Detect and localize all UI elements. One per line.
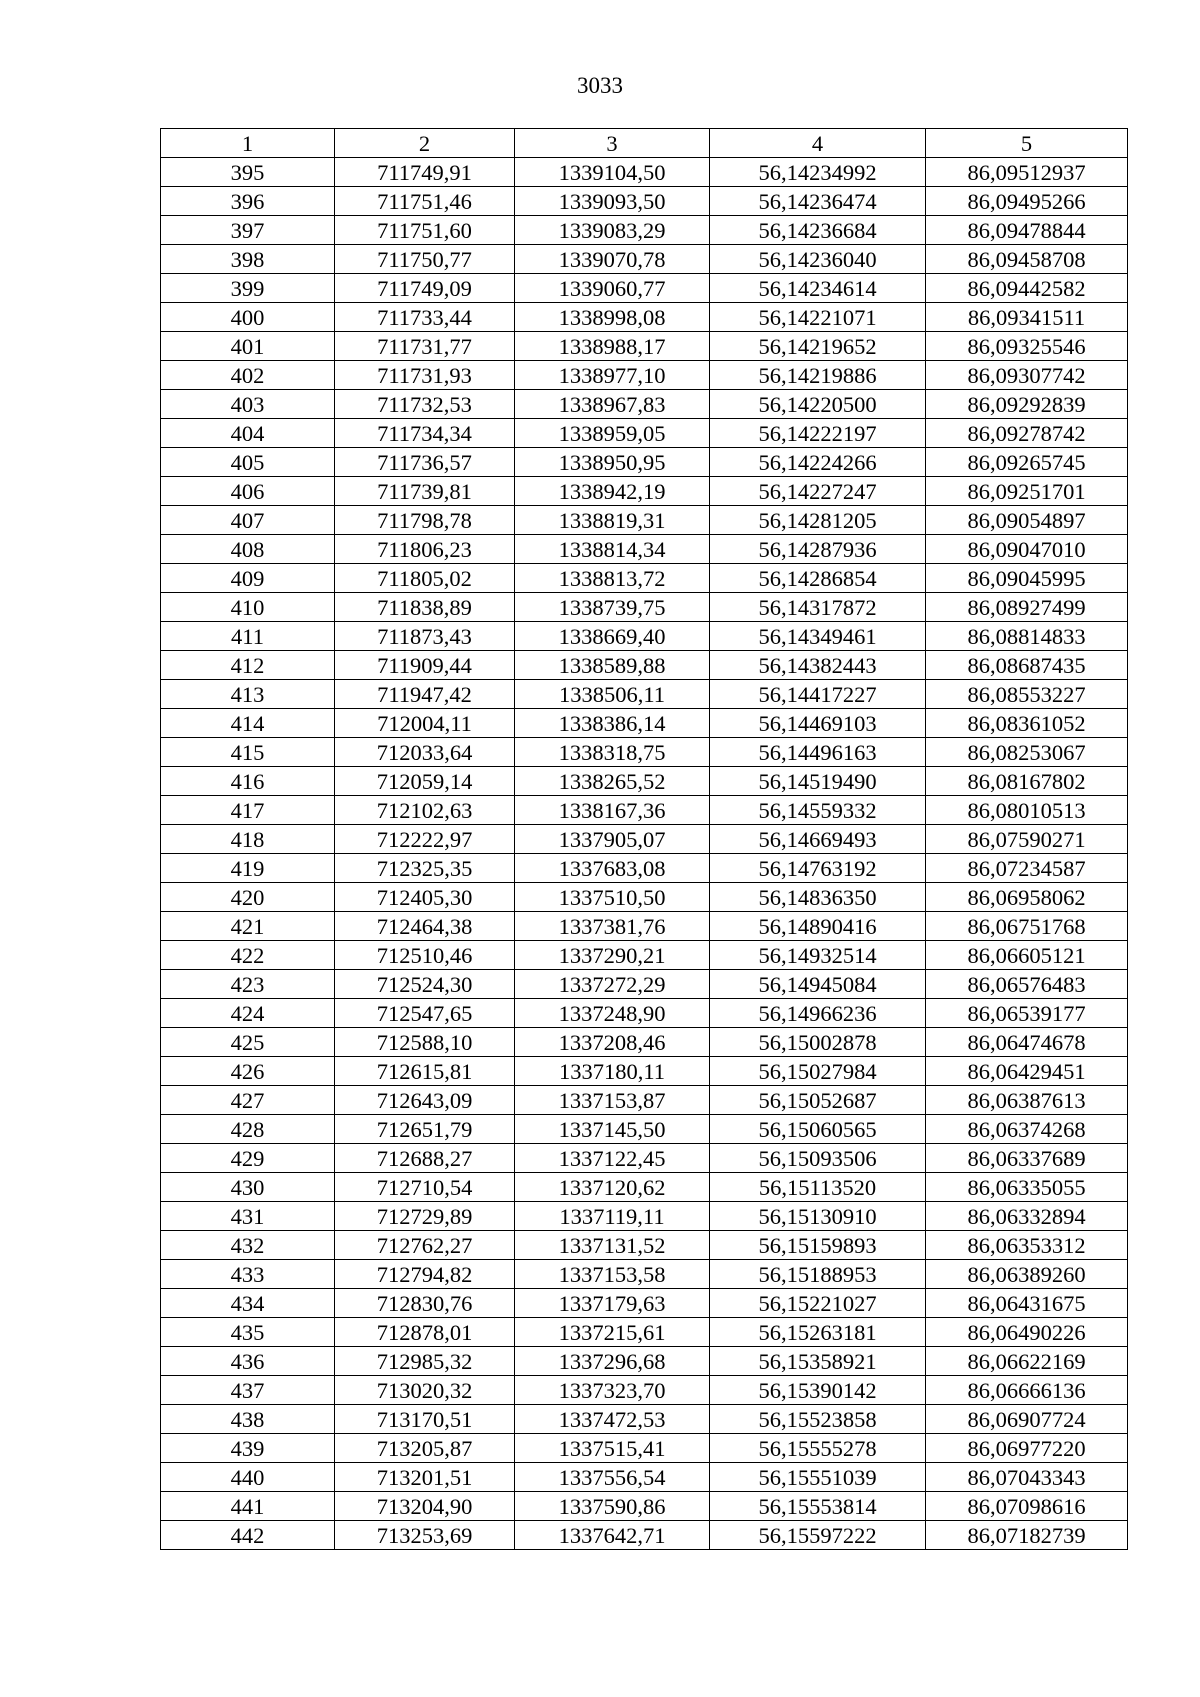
x-coordinate-cell: 712524,30: [335, 970, 515, 999]
latitude-cell: 56,14236474: [710, 187, 926, 216]
y-coordinate-cell: 1337119,11: [515, 1202, 710, 1231]
latitude-cell: 56,15390142: [710, 1376, 926, 1405]
x-coordinate-cell: 712615,81: [335, 1057, 515, 1086]
y-coordinate-cell: 1337905,07: [515, 825, 710, 854]
table-row: [161, 1463, 1128, 1492]
latitude-cell: 56,14222197: [710, 419, 926, 448]
y-coordinate-cell: 1337131,52: [515, 1231, 710, 1260]
point-number-cell: 401: [161, 332, 335, 361]
point-number-cell: 429: [161, 1144, 335, 1173]
x-coordinate-cell: 711731,93: [335, 361, 515, 390]
point-number-cell: 439: [161, 1434, 335, 1463]
table-row: [161, 593, 1128, 622]
x-coordinate-cell: 712222,97: [335, 825, 515, 854]
y-coordinate-cell: 1338967,83: [515, 390, 710, 419]
x-coordinate-cell: 711749,91: [335, 158, 515, 187]
longitude-cell: 86,08361052: [926, 709, 1128, 738]
longitude-cell: 86,07098616: [926, 1492, 1128, 1521]
latitude-cell: 56,14317872: [710, 593, 926, 622]
point-number-cell: 398: [161, 245, 335, 274]
y-coordinate-cell: 1337248,90: [515, 999, 710, 1028]
table-row: [161, 564, 1128, 593]
latitude-cell: 56,14236684: [710, 216, 926, 245]
y-coordinate-cell: 1337153,58: [515, 1260, 710, 1289]
table-row: [161, 477, 1128, 506]
y-coordinate-cell: 1337590,86: [515, 1492, 710, 1521]
x-coordinate-cell: 711733,44: [335, 303, 515, 332]
x-coordinate-cell: 711751,46: [335, 187, 515, 216]
table-row: [161, 854, 1128, 883]
y-coordinate-cell: 1338506,11: [515, 680, 710, 709]
point-number-cell: 407: [161, 506, 335, 535]
longitude-cell: 86,09278742: [926, 419, 1128, 448]
x-coordinate-cell: 712651,79: [335, 1115, 515, 1144]
longitude-cell: 86,06605121: [926, 941, 1128, 970]
latitude-cell: 56,15027984: [710, 1057, 926, 1086]
point-number-cell: 421: [161, 912, 335, 941]
table-row: [161, 999, 1128, 1028]
table-row: [161, 796, 1128, 825]
latitude-cell: 56,14519490: [710, 767, 926, 796]
point-number-cell: 430: [161, 1173, 335, 1202]
latitude-cell: 56,15358921: [710, 1347, 926, 1376]
latitude-cell: 56,14836350: [710, 883, 926, 912]
x-coordinate-cell: 711805,02: [335, 564, 515, 593]
table-row: [161, 158, 1128, 187]
x-coordinate-cell: 712762,27: [335, 1231, 515, 1260]
table-row: [161, 245, 1128, 274]
y-coordinate-cell: 1338814,34: [515, 535, 710, 564]
latitude-cell: 56,14220500: [710, 390, 926, 419]
point-number-cell: 409: [161, 564, 335, 593]
table-row: [161, 448, 1128, 477]
y-coordinate-cell: 1337120,62: [515, 1173, 710, 1202]
table-row: [161, 1202, 1128, 1231]
x-coordinate-cell: 712830,76: [335, 1289, 515, 1318]
longitude-cell: 86,09495266: [926, 187, 1128, 216]
point-number-cell: 400: [161, 303, 335, 332]
y-coordinate-cell: 1337215,61: [515, 1318, 710, 1347]
latitude-cell: 56,14559332: [710, 796, 926, 825]
point-number-cell: 403: [161, 390, 335, 419]
point-number-cell: 414: [161, 709, 335, 738]
point-number-cell: 435: [161, 1318, 335, 1347]
x-coordinate-cell: 711749,09: [335, 274, 515, 303]
longitude-cell: 86,06751768: [926, 912, 1128, 941]
point-number-cell: 402: [161, 361, 335, 390]
latitude-cell: 56,15188953: [710, 1260, 926, 1289]
latitude-cell: 56,14234992: [710, 158, 926, 187]
longitude-cell: 86,07043343: [926, 1463, 1128, 1492]
y-coordinate-cell: 1337145,50: [515, 1115, 710, 1144]
y-coordinate-cell: 1338942,19: [515, 477, 710, 506]
point-number-cell: 415: [161, 738, 335, 767]
table-row: [161, 1173, 1128, 1202]
longitude-cell: 86,06374268: [926, 1115, 1128, 1144]
y-coordinate-cell: 1338998,08: [515, 303, 710, 332]
latitude-cell: 56,14286854: [710, 564, 926, 593]
latitude-cell: 56,14469103: [710, 709, 926, 738]
point-number-cell: 425: [161, 1028, 335, 1057]
longitude-cell: 86,06429451: [926, 1057, 1128, 1086]
latitude-cell: 56,14417227: [710, 680, 926, 709]
point-number-cell: 406: [161, 477, 335, 506]
y-coordinate-cell: 1338988,17: [515, 332, 710, 361]
y-coordinate-cell: 1337122,45: [515, 1144, 710, 1173]
x-coordinate-cell: 711732,53: [335, 390, 515, 419]
latitude-cell: 56,14227247: [710, 477, 926, 506]
longitude-cell: 86,08010513: [926, 796, 1128, 825]
point-number-cell: 442: [161, 1521, 335, 1550]
table-row: [161, 332, 1128, 361]
latitude-cell: 56,14669493: [710, 825, 926, 854]
x-coordinate-cell: 713020,32: [335, 1376, 515, 1405]
longitude-cell: 86,06490226: [926, 1318, 1128, 1347]
longitude-cell: 86,09307742: [926, 361, 1128, 390]
x-coordinate-cell: 712510,46: [335, 941, 515, 970]
longitude-cell: 86,09054897: [926, 506, 1128, 535]
x-coordinate-cell: 712059,14: [335, 767, 515, 796]
point-number-cell: 404: [161, 419, 335, 448]
x-coordinate-cell: 711806,23: [335, 535, 515, 564]
table-row: [161, 303, 1128, 332]
longitude-cell: 86,09478844: [926, 216, 1128, 245]
y-coordinate-cell: 1338318,75: [515, 738, 710, 767]
x-coordinate-cell: 711947,42: [335, 680, 515, 709]
longitude-cell: 86,09341511: [926, 303, 1128, 332]
point-number-cell: 436: [161, 1347, 335, 1376]
table-row: [161, 187, 1128, 216]
point-number-cell: 419: [161, 854, 335, 883]
longitude-cell: 86,06387613: [926, 1086, 1128, 1115]
table-row: [161, 1347, 1128, 1376]
table-row: [161, 738, 1128, 767]
x-coordinate-cell: 712710,54: [335, 1173, 515, 1202]
latitude-cell: 56,14945084: [710, 970, 926, 999]
header-col-2: 2: [335, 129, 515, 158]
x-coordinate-cell: 712878,01: [335, 1318, 515, 1347]
table-row: [161, 1057, 1128, 1086]
latitude-cell: 56,15221027: [710, 1289, 926, 1318]
table-row: [161, 419, 1128, 448]
x-coordinate-cell: 711838,89: [335, 593, 515, 622]
longitude-cell: 86,08927499: [926, 593, 1128, 622]
y-coordinate-cell: 1338813,72: [515, 564, 710, 593]
latitude-cell: 56,14219886: [710, 361, 926, 390]
x-coordinate-cell: 713204,90: [335, 1492, 515, 1521]
latitude-cell: 56,14287936: [710, 535, 926, 564]
table-body: [161, 158, 1128, 1550]
x-coordinate-cell: 711873,43: [335, 622, 515, 651]
table-row: [161, 390, 1128, 419]
latitude-cell: 56,15113520: [710, 1173, 926, 1202]
y-coordinate-cell: 1337290,21: [515, 941, 710, 970]
x-coordinate-cell: 711909,44: [335, 651, 515, 680]
table-row: [161, 361, 1128, 390]
latitude-cell: 56,14890416: [710, 912, 926, 941]
x-coordinate-cell: 712004,11: [335, 709, 515, 738]
point-number-cell: 426: [161, 1057, 335, 1086]
longitude-cell: 86,09292839: [926, 390, 1128, 419]
longitude-cell: 86,06389260: [926, 1260, 1128, 1289]
x-coordinate-cell: 712643,09: [335, 1086, 515, 1115]
x-coordinate-cell: 712794,82: [335, 1260, 515, 1289]
latitude-cell: 56,14349461: [710, 622, 926, 651]
y-coordinate-cell: 1337272,29: [515, 970, 710, 999]
x-coordinate-cell: 711731,77: [335, 332, 515, 361]
longitude-cell: 86,08253067: [926, 738, 1128, 767]
longitude-cell: 86,06332894: [926, 1202, 1128, 1231]
x-coordinate-cell: 712588,10: [335, 1028, 515, 1057]
x-coordinate-cell: 713253,69: [335, 1521, 515, 1550]
table-row: [161, 1405, 1128, 1434]
longitude-cell: 86,06977220: [926, 1434, 1128, 1463]
header-col-3: 3: [515, 129, 710, 158]
longitude-cell: 86,06958062: [926, 883, 1128, 912]
point-number-cell: 413: [161, 680, 335, 709]
latitude-cell: 56,14224266: [710, 448, 926, 477]
y-coordinate-cell: 1338959,05: [515, 419, 710, 448]
y-coordinate-cell: 1337515,41: [515, 1434, 710, 1463]
y-coordinate-cell: 1338589,88: [515, 651, 710, 680]
x-coordinate-cell: 712729,89: [335, 1202, 515, 1231]
latitude-cell: 56,14932514: [710, 941, 926, 970]
latitude-cell: 56,14234614: [710, 274, 926, 303]
table-row: [161, 825, 1128, 854]
table-row: [161, 622, 1128, 651]
y-coordinate-cell: 1337472,53: [515, 1405, 710, 1434]
table-row: [161, 1492, 1128, 1521]
latitude-cell: 56,15551039: [710, 1463, 926, 1492]
longitude-cell: 86,06622169: [926, 1347, 1128, 1376]
table-row: [161, 535, 1128, 564]
x-coordinate-cell: 712985,32: [335, 1347, 515, 1376]
y-coordinate-cell: 1339093,50: [515, 187, 710, 216]
latitude-cell: 56,14236040: [710, 245, 926, 274]
table-row: [161, 1231, 1128, 1260]
table-row: [161, 1289, 1128, 1318]
latitude-cell: 56,14763192: [710, 854, 926, 883]
longitude-cell: 86,07590271: [926, 825, 1128, 854]
y-coordinate-cell: 1337556,54: [515, 1463, 710, 1492]
y-coordinate-cell: 1338977,10: [515, 361, 710, 390]
y-coordinate-cell: 1337642,71: [515, 1521, 710, 1550]
x-coordinate-cell: 712325,35: [335, 854, 515, 883]
x-coordinate-cell: 713205,87: [335, 1434, 515, 1463]
table-row: [161, 506, 1128, 535]
longitude-cell: 86,06666136: [926, 1376, 1128, 1405]
point-number-cell: 411: [161, 622, 335, 651]
x-coordinate-cell: 713201,51: [335, 1463, 515, 1492]
point-number-cell: 408: [161, 535, 335, 564]
point-number-cell: 441: [161, 1492, 335, 1521]
x-coordinate-cell: 712033,64: [335, 738, 515, 767]
y-coordinate-cell: 1338669,40: [515, 622, 710, 651]
longitude-cell: 86,06539177: [926, 999, 1128, 1028]
latitude-cell: 56,15597222: [710, 1521, 926, 1550]
longitude-cell: 86,06474678: [926, 1028, 1128, 1057]
latitude-cell: 56,15093506: [710, 1144, 926, 1173]
latitude-cell: 56,14966236: [710, 999, 926, 1028]
x-coordinate-cell: 711751,60: [335, 216, 515, 245]
table-row: [161, 1086, 1128, 1115]
latitude-cell: 56,15052687: [710, 1086, 926, 1115]
latitude-cell: 56,15523858: [710, 1405, 926, 1434]
y-coordinate-cell: 1337153,87: [515, 1086, 710, 1115]
x-coordinate-cell: 711750,77: [335, 245, 515, 274]
latitude-cell: 56,15263181: [710, 1318, 926, 1347]
longitude-cell: 86,06353312: [926, 1231, 1128, 1260]
coordinates-table: [160, 128, 1128, 1550]
point-number-cell: 434: [161, 1289, 335, 1318]
y-coordinate-cell: 1338386,14: [515, 709, 710, 738]
longitude-cell: 86,09265745: [926, 448, 1128, 477]
table-row: [161, 1376, 1128, 1405]
latitude-cell: 56,15555278: [710, 1434, 926, 1463]
header-row: [161, 129, 1128, 158]
longitude-cell: 86,09325546: [926, 332, 1128, 361]
longitude-cell: 86,09458708: [926, 245, 1128, 274]
point-number-cell: 427: [161, 1086, 335, 1115]
longitude-cell: 86,09442582: [926, 274, 1128, 303]
x-coordinate-cell: 711734,34: [335, 419, 515, 448]
y-coordinate-cell: 1337381,76: [515, 912, 710, 941]
longitude-cell: 86,07234587: [926, 854, 1128, 883]
point-number-cell: 428: [161, 1115, 335, 1144]
y-coordinate-cell: 1338819,31: [515, 506, 710, 535]
y-coordinate-cell: 1337510,50: [515, 883, 710, 912]
x-coordinate-cell: 712688,27: [335, 1144, 515, 1173]
table-row: [161, 651, 1128, 680]
y-coordinate-cell: 1338950,95: [515, 448, 710, 477]
header-col-4: 4: [710, 129, 926, 158]
point-number-cell: 420: [161, 883, 335, 912]
table-row: [161, 1028, 1128, 1057]
x-coordinate-cell: 712405,30: [335, 883, 515, 912]
y-coordinate-cell: 1338739,75: [515, 593, 710, 622]
latitude-cell: 56,14496163: [710, 738, 926, 767]
y-coordinate-cell: 1339104,50: [515, 158, 710, 187]
table-row: [161, 767, 1128, 796]
point-number-cell: 418: [161, 825, 335, 854]
y-coordinate-cell: 1339060,77: [515, 274, 710, 303]
longitude-cell: 86,08814833: [926, 622, 1128, 651]
longitude-cell: 86,09047010: [926, 535, 1128, 564]
point-number-cell: 397: [161, 216, 335, 245]
y-coordinate-cell: 1338167,36: [515, 796, 710, 825]
y-coordinate-cell: 1339083,29: [515, 216, 710, 245]
point-number-cell: 410: [161, 593, 335, 622]
longitude-cell: 86,09512937: [926, 158, 1128, 187]
x-coordinate-cell: 712102,63: [335, 796, 515, 825]
point-number-cell: 412: [161, 651, 335, 680]
y-coordinate-cell: 1338265,52: [515, 767, 710, 796]
table-row: [161, 970, 1128, 999]
y-coordinate-cell: 1337296,68: [515, 1347, 710, 1376]
point-number-cell: 399: [161, 274, 335, 303]
latitude-cell: 56,15060565: [710, 1115, 926, 1144]
table-row: [161, 883, 1128, 912]
page-number: 3033: [577, 73, 623, 98]
latitude-cell: 56,14281205: [710, 506, 926, 535]
longitude-cell: 86,06576483: [926, 970, 1128, 999]
latitude-cell: 56,14219652: [710, 332, 926, 361]
longitude-cell: 86,09251701: [926, 477, 1128, 506]
point-number-cell: 405: [161, 448, 335, 477]
table-row: [161, 1115, 1128, 1144]
x-coordinate-cell: 711798,78: [335, 506, 515, 535]
x-coordinate-cell: 711736,57: [335, 448, 515, 477]
point-number-cell: 416: [161, 767, 335, 796]
y-coordinate-cell: 1337323,70: [515, 1376, 710, 1405]
point-number-cell: 417: [161, 796, 335, 825]
table-row: [161, 941, 1128, 970]
latitude-cell: 56,15130910: [710, 1202, 926, 1231]
table-row: [161, 1434, 1128, 1463]
point-number-cell: 432: [161, 1231, 335, 1260]
longitude-cell: 86,06907724: [926, 1405, 1128, 1434]
y-coordinate-cell: 1337179,63: [515, 1289, 710, 1318]
point-number-cell: 395: [161, 158, 335, 187]
y-coordinate-cell: 1337683,08: [515, 854, 710, 883]
point-number-cell: 440: [161, 1463, 335, 1492]
x-coordinate-cell: 711739,81: [335, 477, 515, 506]
point-number-cell: 396: [161, 187, 335, 216]
longitude-cell: 86,06337689: [926, 1144, 1128, 1173]
table-row: [161, 1318, 1128, 1347]
y-coordinate-cell: 1337180,11: [515, 1057, 710, 1086]
table-row: [161, 709, 1128, 738]
table-row: [161, 912, 1128, 941]
point-number-cell: 438: [161, 1405, 335, 1434]
point-number-cell: 422: [161, 941, 335, 970]
table-row: [161, 216, 1128, 245]
header-col-5: 5: [926, 129, 1128, 158]
latitude-cell: 56,14221071: [710, 303, 926, 332]
longitude-cell: 86,09045995: [926, 564, 1128, 593]
table-row: [161, 1144, 1128, 1173]
longitude-cell: 86,08553227: [926, 680, 1128, 709]
point-number-cell: 423: [161, 970, 335, 999]
y-coordinate-cell: 1339070,78: [515, 245, 710, 274]
point-number-cell: 437: [161, 1376, 335, 1405]
table-row: [161, 1521, 1128, 1550]
latitude-cell: 56,15159893: [710, 1231, 926, 1260]
x-coordinate-cell: 713170,51: [335, 1405, 515, 1434]
longitude-cell: 86,08167802: [926, 767, 1128, 796]
longitude-cell: 86,08687435: [926, 651, 1128, 680]
point-number-cell: 431: [161, 1202, 335, 1231]
header-col-1: 1: [161, 129, 335, 158]
longitude-cell: 86,06335055: [926, 1173, 1128, 1202]
x-coordinate-cell: 712547,65: [335, 999, 515, 1028]
table-row: [161, 1260, 1128, 1289]
point-number-cell: 424: [161, 999, 335, 1028]
table-row: [161, 274, 1128, 303]
latitude-cell: 56,14382443: [710, 651, 926, 680]
longitude-cell: 86,06431675: [926, 1289, 1128, 1318]
table-header: [161, 129, 1128, 158]
y-coordinate-cell: 1337208,46: [515, 1028, 710, 1057]
point-number-cell: 433: [161, 1260, 335, 1289]
latitude-cell: 56,15553814: [710, 1492, 926, 1521]
table-row: [161, 680, 1128, 709]
longitude-cell: 86,07182739: [926, 1521, 1128, 1550]
latitude-cell: 56,15002878: [710, 1028, 926, 1057]
x-coordinate-cell: 712464,38: [335, 912, 515, 941]
